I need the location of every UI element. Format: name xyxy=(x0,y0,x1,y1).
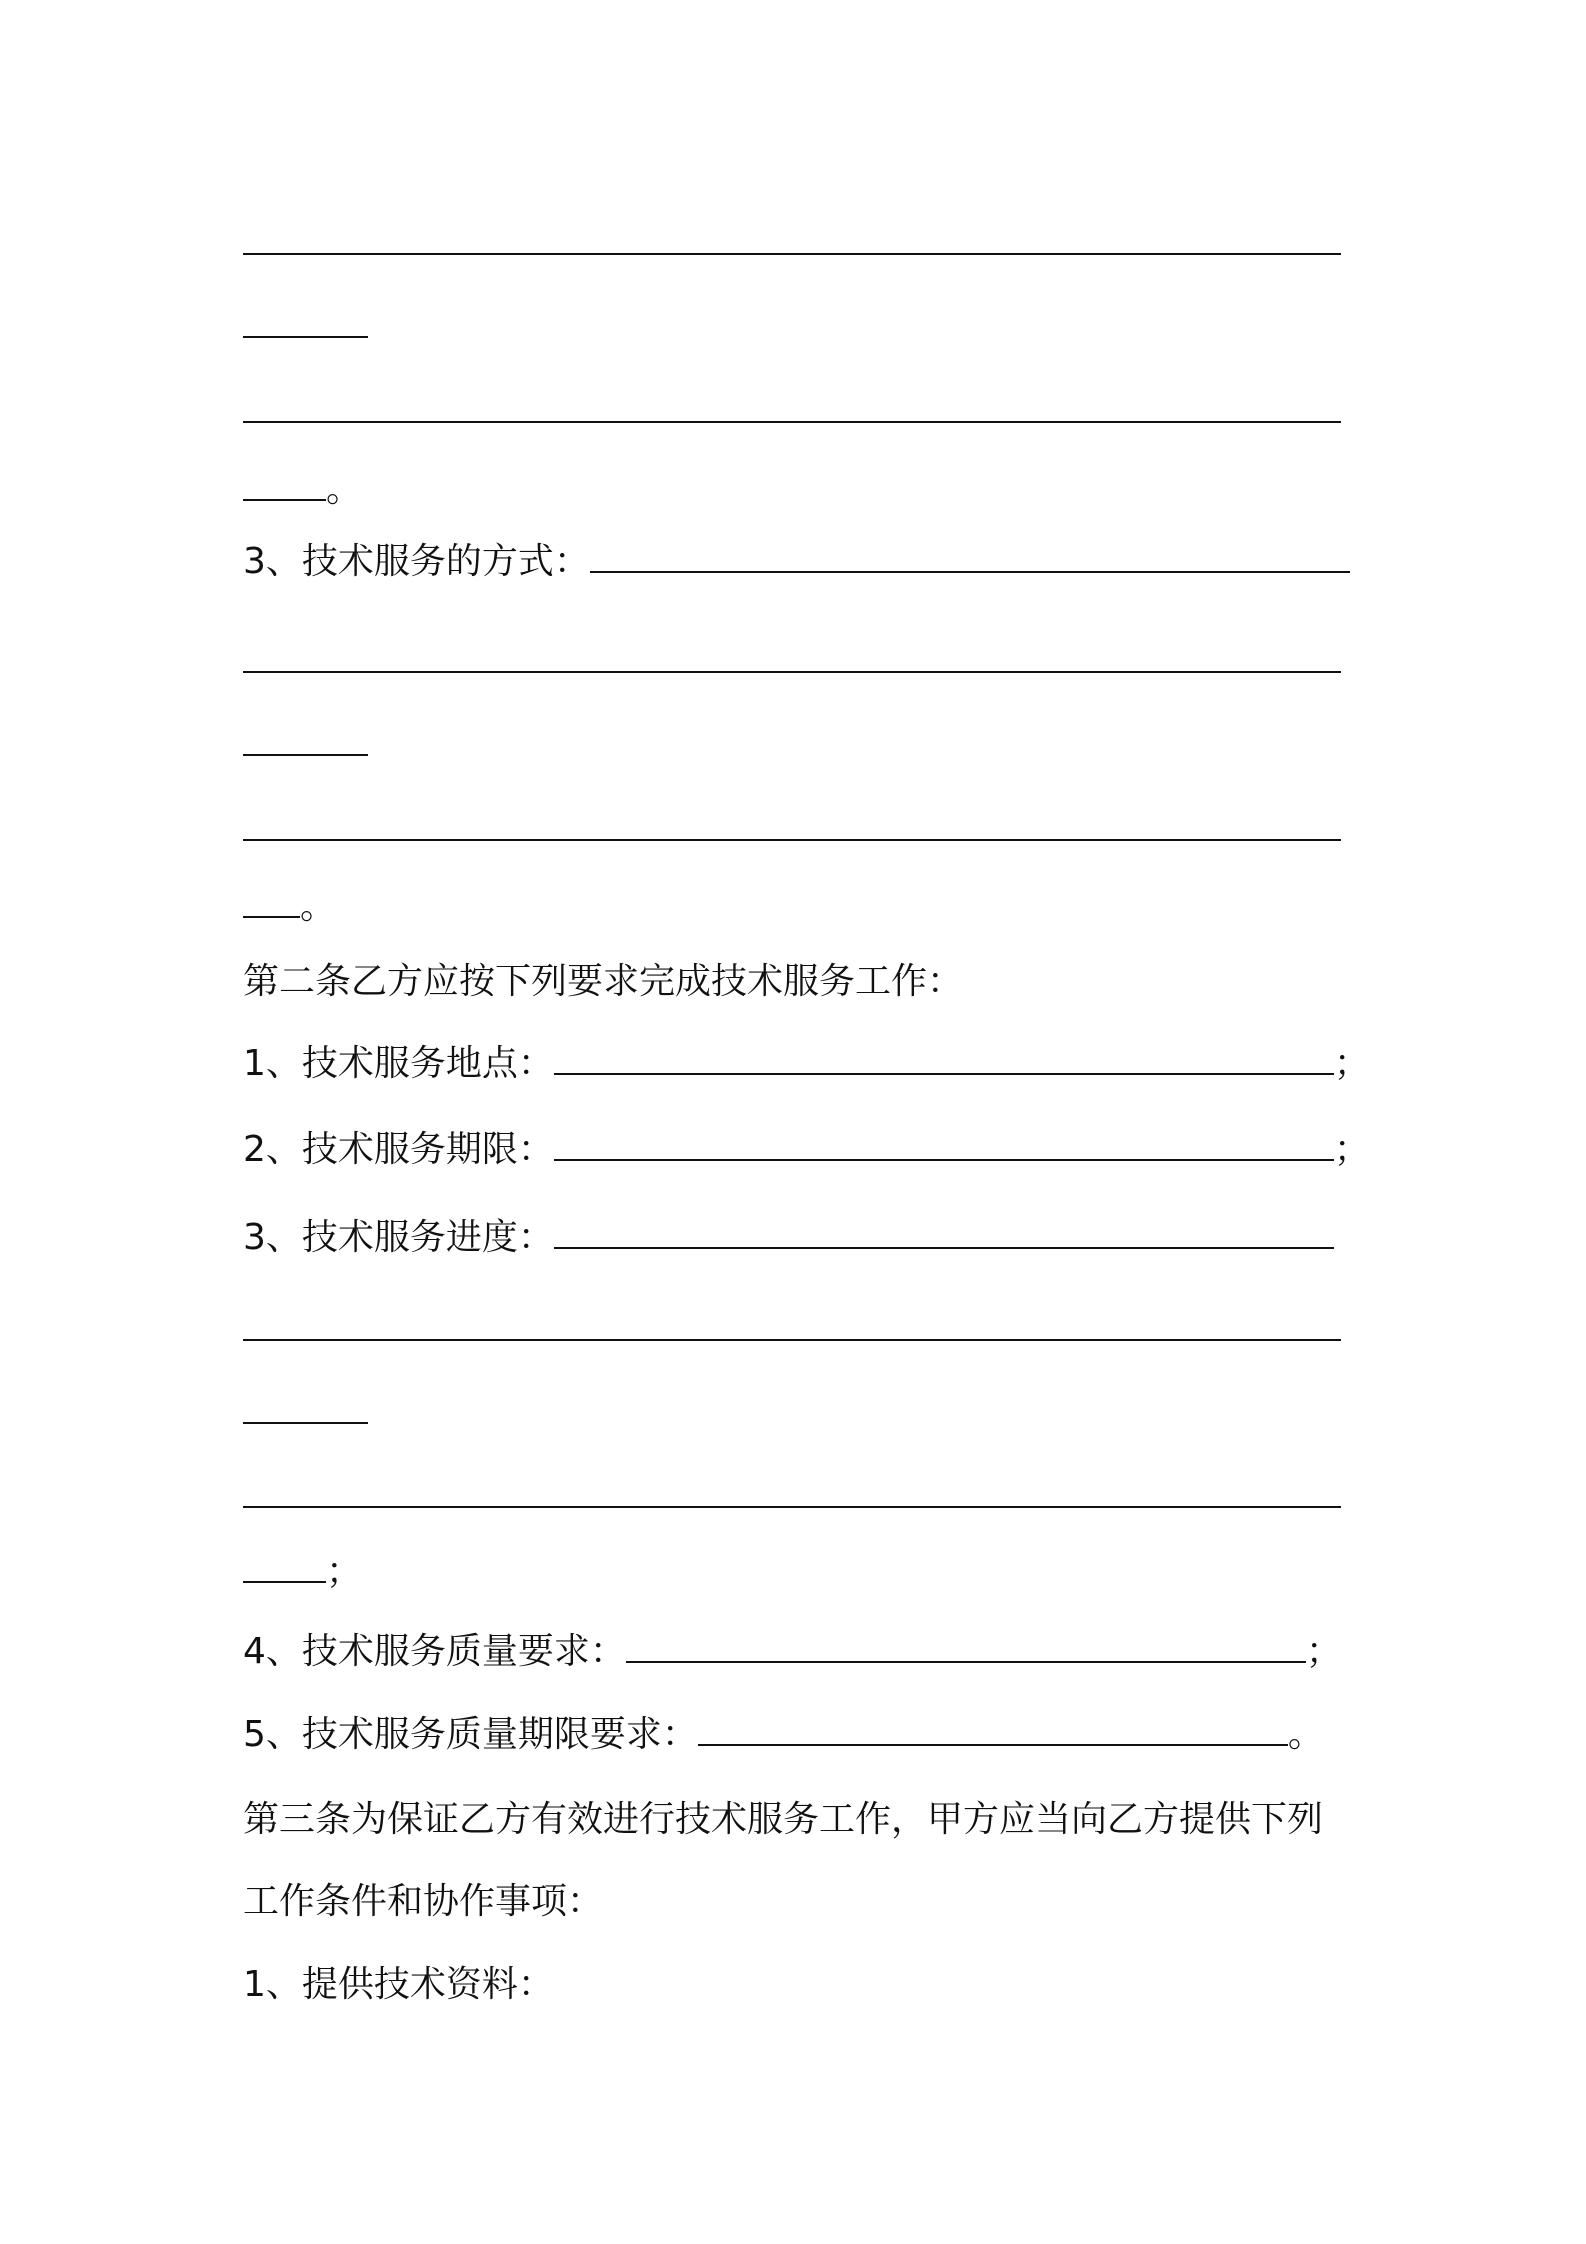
service-location-input[interactable] xyxy=(554,1043,1334,1075)
service-progress-input[interactable] xyxy=(554,1217,1334,1249)
fill-line xyxy=(243,468,362,512)
blank-underline[interactable] xyxy=(243,469,326,501)
end-mark: 。 xyxy=(1287,1714,1324,1755)
service-method-label: 3、技术服务的方式： xyxy=(243,541,590,582)
fill-line xyxy=(243,1550,362,1594)
blank-underline[interactable] xyxy=(243,306,368,338)
blank-underline[interactable] xyxy=(243,724,368,756)
end-mark: ； xyxy=(1305,1631,1342,1672)
service-progress-line xyxy=(243,1216,1334,1260)
fill-line xyxy=(243,305,368,349)
end-mark: 。 xyxy=(326,469,363,510)
tech-materials-label: 1、提供技术资料： xyxy=(243,1964,554,2005)
blank-underline[interactable] xyxy=(243,1551,326,1583)
fill-line xyxy=(243,390,1341,434)
quality-requirement-input[interactable] xyxy=(626,1631,1306,1663)
blank-underline[interactable] xyxy=(243,886,300,918)
fill-line xyxy=(243,640,1341,684)
end-mark: ； xyxy=(1333,1129,1370,1170)
end-mark: 。 xyxy=(300,886,337,927)
service-progress-label: 3、技术服务进度： xyxy=(243,1217,554,1258)
blank-underline[interactable] xyxy=(243,641,1341,673)
fill-line xyxy=(243,723,368,767)
fill-line xyxy=(243,1475,1341,1519)
quality-requirement-line xyxy=(243,1630,1342,1674)
end-mark: ； xyxy=(1333,1043,1370,1084)
end-mark: ； xyxy=(326,1551,363,1592)
article3-heading-line1: 第三条为保证乙方有效进行技术服务工作，甲方应当向乙方提供下列 xyxy=(243,1799,1324,1840)
fill-line xyxy=(243,222,1341,266)
fill-line xyxy=(243,808,1341,852)
service-method-line xyxy=(243,540,1350,584)
service-period-line xyxy=(243,1128,1370,1172)
blank-underline[interactable] xyxy=(243,1309,1341,1341)
blank-underline[interactable] xyxy=(243,391,1341,423)
fill-line xyxy=(243,1391,368,1435)
service-period-label: 2、技术服务期限： xyxy=(243,1129,554,1170)
service-method-input[interactable] xyxy=(590,541,1350,573)
quality-period-input[interactable] xyxy=(698,1714,1288,1746)
fill-line xyxy=(243,1308,1341,1352)
service-location-line xyxy=(243,1042,1370,1086)
article2-heading: 第二条乙方应按下列要求完成技术服务工作： xyxy=(243,961,964,1002)
service-location-label: 1、技术服务地点： xyxy=(243,1043,554,1084)
quality-period-label: 5、技术服务质量期限要求： xyxy=(243,1714,698,1755)
article3-heading-line2: 工作条件和协作事项： xyxy=(243,1881,604,1922)
blank-underline[interactable] xyxy=(243,809,1341,841)
quality-requirement-label: 4、技术服务质量要求： xyxy=(243,1631,626,1672)
blank-underline[interactable] xyxy=(243,1476,1341,1508)
blank-underline[interactable] xyxy=(243,1392,368,1424)
quality-period-line xyxy=(243,1713,1324,1757)
service-period-input[interactable] xyxy=(554,1129,1334,1161)
blank-underline[interactable] xyxy=(243,223,1341,255)
fill-line xyxy=(243,885,336,929)
